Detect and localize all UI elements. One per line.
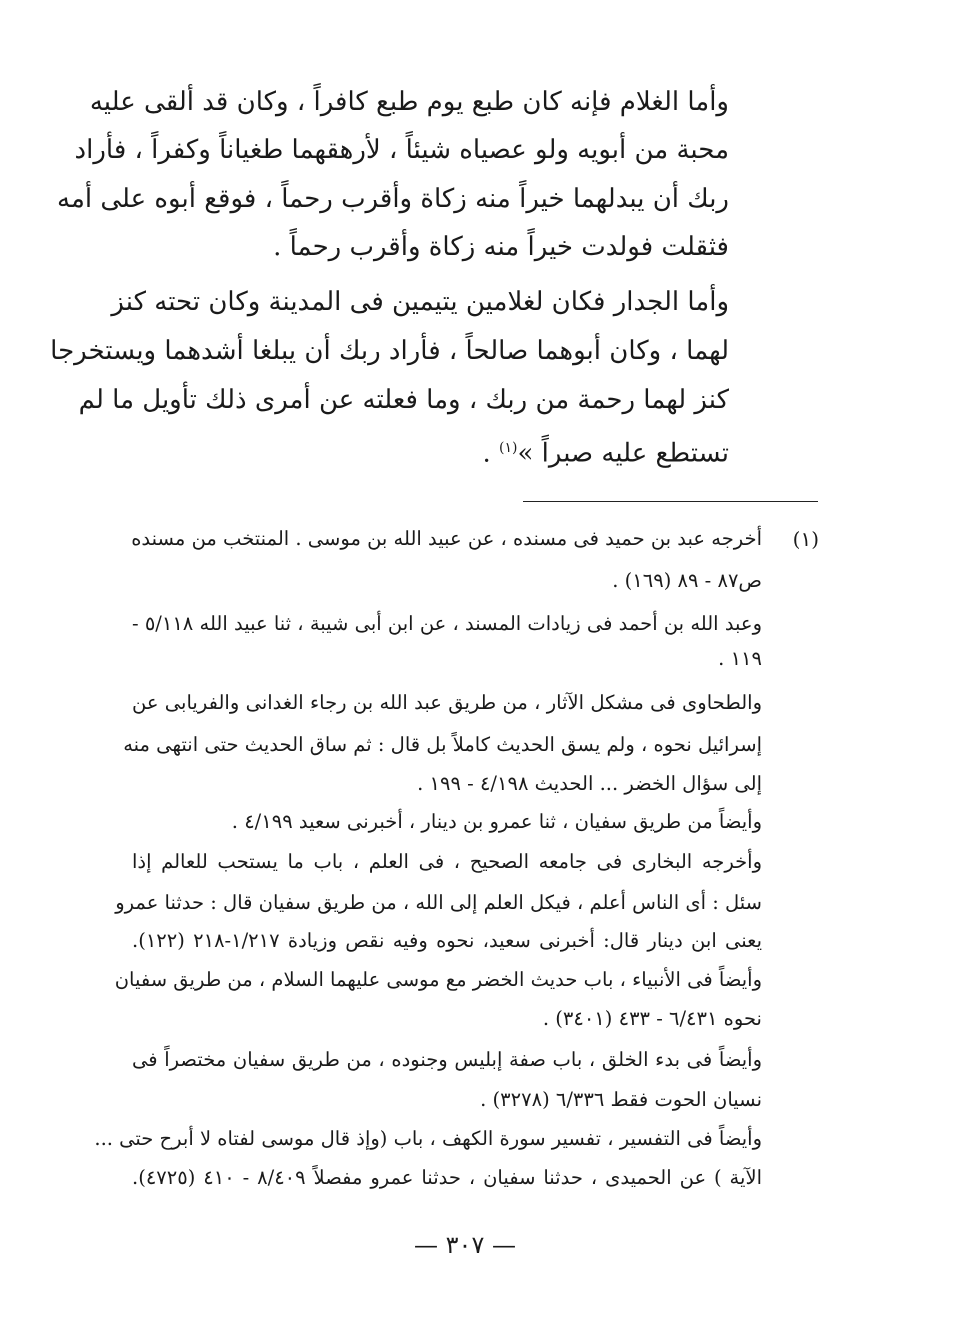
- line-text: تستطع عليه صبراً »: [517, 438, 729, 469]
- footnote-line: والطحاوى فى مشكل الآثار ، من طريق عبد الله بن رجاء الغدانى والفريابى عن: [132, 691, 762, 714]
- footnote-line: الآية ) عن الحميدى ، حدثنا سفيان ، حدثنا عمرو مفصلاً ٨/٤٠٩ - ٤١٠ (٤٧٢٥).: [132, 1166, 762, 1189]
- footnote-line: نحوه ٦/٤٣١ - ٤٣٣ (٣٤٠١) .: [542, 1007, 762, 1030]
- footnote-line: وأيضاً فى الأنبياء ، باب حديث الخضر مع موسى عليهما السلام ، من طريق سفيان: [114, 968, 762, 991]
- text-line: محبة من أبويه ولو عصياه شيئاً ، لأرهقهما طغياناً وكفراً ، فأراد: [74, 135, 729, 165]
- footnote-separator: [523, 501, 818, 502]
- footnote-line: وأخرجه البخارى فى جامعه الصحيح ، فى العلم ، باب ما يستحب للعالم إذا: [132, 850, 762, 873]
- footnote-reference: (١): [498, 440, 518, 456]
- text-line: كنز لهما رحمة من ربك ، وما فعلته عن أمرى ذلك تأويل ما لم: [78, 385, 729, 415]
- text-line: وأما الغلام فإنه كان طبع يوم طبع كافراً ، وكان قد ألقى عليه: [89, 87, 729, 117]
- footnote-line: نسيان الحوت فقط ٦/٣٣٦ (٣٢٧٨) .: [480, 1088, 762, 1111]
- footnote-line: وأيضاً فى بدء الخلق ، باب صفة إبليس وجنوده ، من طريق سفيان مختصراً فى: [132, 1048, 762, 1071]
- footnote-line: ص٨٧ - ٨٩ (١٦٩) .: [612, 569, 762, 592]
- footnote-line: يعنى ابن دينار قال: أخبرنى سعيد، نحوه وفيه نقص وزيادة ١/٢١٧-٢١٨ (١٢٢).: [132, 929, 762, 952]
- text-line: [482, 428, 729, 474]
- footnote-line: أخرجه عبد بن حميد فى مسنده ، عن عبيد الله بن موسى . المنتخب من مسنده: [131, 527, 762, 550]
- footnote-line: ١١٩ .: [718, 647, 762, 670]
- page-number: — ٣٠٧ —: [414, 1231, 516, 1259]
- text-line: ربك أن يبدلهما خيراً منه زكاة وأقرب رحماً ، فوقع أبوه على أمه: [57, 184, 729, 214]
- footnote-line: إسرائيل نحوه ، ولم يسق الحديث كاملاً بل قال : ثم ساق الحديث حتى انتهى منه: [123, 733, 762, 756]
- line-text: .: [482, 438, 499, 469]
- footnote-line: وأيضاً من طريق سفيان ، ثنا عمرو بن دينار ، أخبرنى سعيد ٤/١٩٩ .: [231, 810, 762, 833]
- text-line: فثقلت فولدت خيراً منه زكاة وأقرب رحماً .: [273, 232, 729, 262]
- footnote-line: وعبد الله بن أحمد فى زيادات المسند ، عن ابن أبى شيبة ، ثنا عبيد الله ٥/١١٨ -: [132, 612, 762, 635]
- footnote-line: إلى سؤال الخضر ... الحديث ٤/١٩٨ - ١٩٩ .: [417, 772, 762, 795]
- text-line: وأما الجدار فكان لغلامين يتيمين فى المدينة وكان تحته كنز: [111, 287, 729, 317]
- footnote-number: (١): [792, 527, 819, 551]
- footnote-line: وأيضاً فى التفسير ، تفسير سورة الكهف ، باب (وإذ قال موسى لفتاه لا أبرح حتى ...: [94, 1127, 762, 1150]
- text-line: لهما ، وكان أبوهما صالحاً ، فأراد ربك أن يبلغا أشدهما ويستخرجا: [50, 336, 729, 366]
- footnote-line: سئل : أى الناس أعلم ، فيكل العلم إلى الله ، من طريق سفيان قال : حدثنا عمرو: [115, 891, 762, 914]
